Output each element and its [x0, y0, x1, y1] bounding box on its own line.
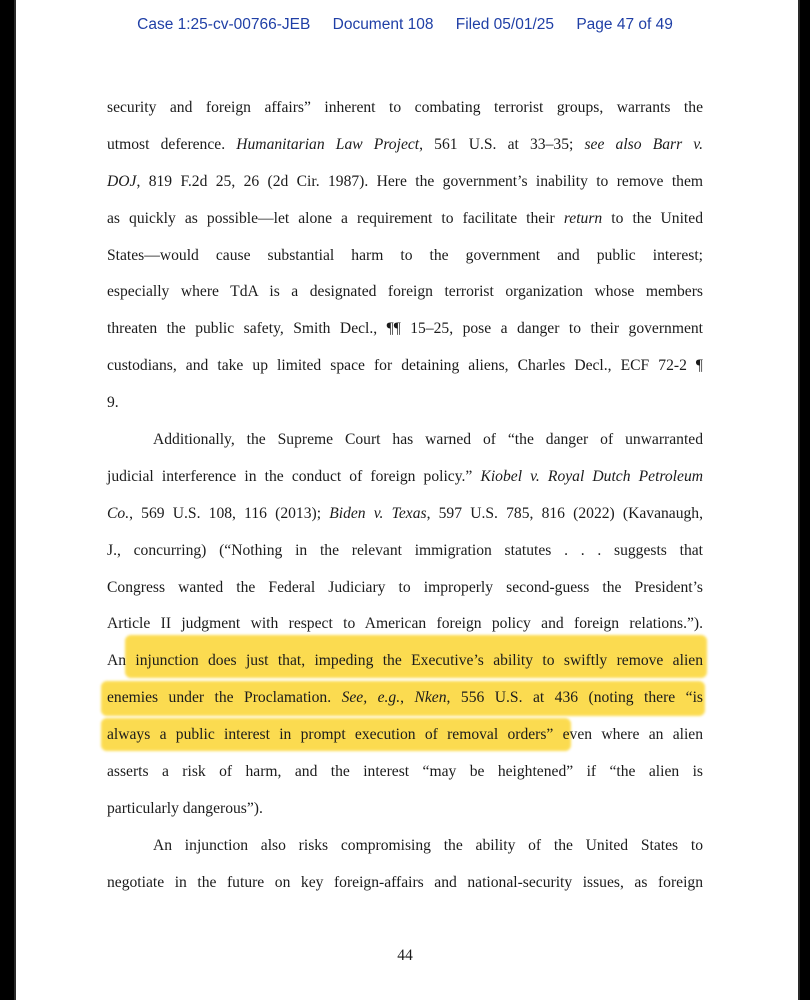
text-line: security and foreign affairs” inherent to combating terrorist groups, warrants the — [107, 99, 703, 116]
paragraph-2 — [107, 422, 703, 828]
text-line: asserts a risk of harm, and the interest “may be heightened” if “the alien is — [107, 763, 703, 781]
text-line: DOJ, 819 F.2d 25, 26 (2d Cir. 1987). Here the government’s inability to remove them — [107, 172, 703, 190]
paragraph-1 — [107, 90, 703, 422]
text-line: J., concurring) (“Nothing in the relevant immigration statutes . . . suggests that — [107, 541, 703, 559]
page-right-edge — [798, 0, 800, 1000]
text-line: particularly dangerous”). — [107, 799, 263, 817]
text-line: An injunction also risks compromising the ability of the United States to — [153, 836, 703, 854]
text-line: Co., 569 U.S. 108, 116 (2013); Biden v. Texas, 597 U.S. 785, 816 (2022) (Kavanaugh, — [107, 504, 704, 522]
page-indicator: Page 47 of 49 — [576, 16, 673, 33]
text-line: negotiate in the future on key foreign-affairs and national-security issues, as foreign — [107, 873, 703, 891]
text-line: judicial interference in the conduct of foreign policy.” Kiobel v. Royal Dutch Petroleum — [107, 467, 703, 485]
text-line: as quickly as possible—let alone a requirement to facilitate their return to the United — [107, 209, 703, 227]
page-number: 44 — [397, 947, 413, 964]
paragraph-3 — [107, 828, 703, 902]
highlighted-line: An injunction does just that, impeding the Executive’s ability to swiftly remove alien — [107, 643, 703, 680]
highlighted-line: enemies under the Proclamation. See, e.g., Nken, 556 U.S. at 436 (noting there “is — [107, 680, 703, 717]
case-header — [0, 16, 810, 34]
page-left-edge — [14, 0, 16, 1000]
document-body — [107, 90, 703, 902]
highlighted-line: always a public interest in prompt execution of removal orders” even where an alien — [107, 717, 703, 754]
text-line: especially where TdA is a designated foreign terrorist organization whose members — [107, 283, 703, 301]
case-number: Case 1:25-cv-00766-JEB — [137, 16, 311, 33]
text-line: 9. — [107, 394, 119, 412]
text-line: Congress wanted the Federal Judiciary to improperly second-guess the President’s — [107, 578, 703, 596]
text-line: threaten the public safety, Smith Decl., ¶¶ 15–25, pose a danger to their government — [107, 320, 703, 338]
filed-date: Filed 05/01/25 — [455, 16, 554, 33]
text-line: Additionally, the Supreme Court has warned of “the danger of unwarranted — [153, 431, 703, 449]
text-line: States—would cause substantial harm to the government and public interest; — [107, 246, 703, 264]
text-line: utmost deference. Humanitarian Law Project, 561 U.S. at 33–35; see also Barr v. — [107, 135, 703, 153]
text-line: Article II judgment with respect to American foreign policy and foreign relations.”). — [107, 615, 703, 633]
document-number: Document 108 — [332, 16, 434, 33]
text-line: custodians, and take up limited space for detaining aliens, Charles Decl., ECF 72-2 ¶ — [107, 357, 703, 375]
